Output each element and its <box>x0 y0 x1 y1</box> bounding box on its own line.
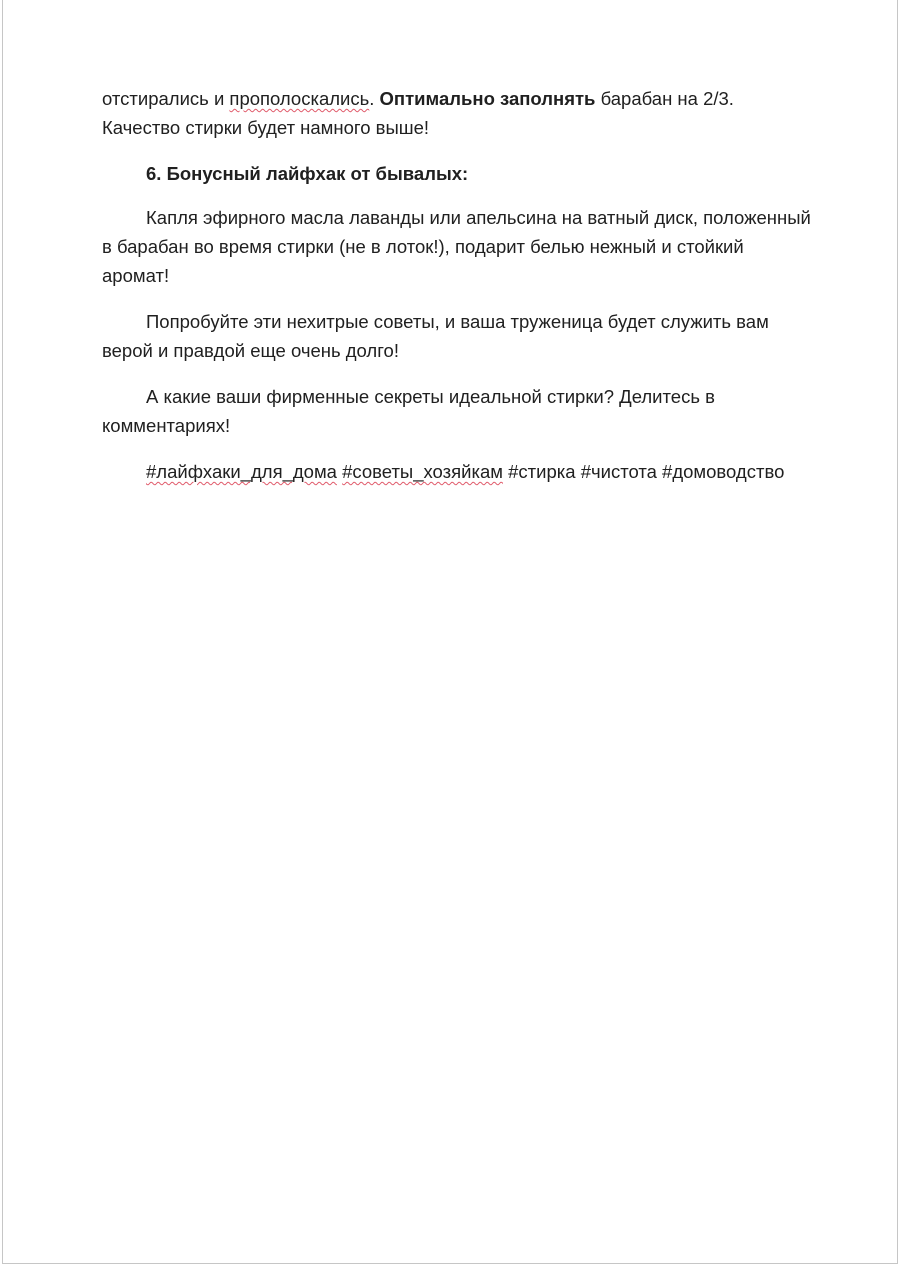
hashtag[interactable]: #лайфхаки_для_дома <box>146 461 337 482</box>
paragraph-essential-oil: Капля эфирного масла лаванды или апельсина на ватный диск, положенный в барабан во время стирки (не в лоток!), подарит белью нежный и стойкий аромат! <box>102 207 811 286</box>
text-run: . <box>369 88 380 109</box>
paragraph-conclusion: Попробуйте эти нехитрые советы, и ваша труженица будет служить вам верой и правдой еще очень долго! <box>102 311 769 361</box>
text-run: барабан на 2/3. Качество стирки будет намного выше! <box>102 88 734 138</box>
hashtag: #стирка <box>508 461 576 482</box>
text-run: отстирались и <box>102 88 230 109</box>
hashtag: #чистота <box>580 461 657 482</box>
document-body[interactable] <box>102 84 812 503</box>
hashtag[interactable]: #советы_хозяйкам <box>342 461 503 482</box>
bold-phrase: Оптимально заполнять <box>379 88 596 109</box>
section-heading: 6. Бонусный лайфхак от бывалых: <box>146 163 469 184</box>
paragraph-question: А какие ваши фирменные секреты идеальной стирки? Делитесь в комментариях! <box>102 386 715 436</box>
hashtags-line <box>102 457 812 486</box>
misspelled-word[interactable]: прополоскались <box>229 88 370 109</box>
document-page[interactable] <box>2 0 898 1264</box>
paragraph-load-tip <box>102 84 812 142</box>
hashtag: #домоводство <box>662 461 785 482</box>
